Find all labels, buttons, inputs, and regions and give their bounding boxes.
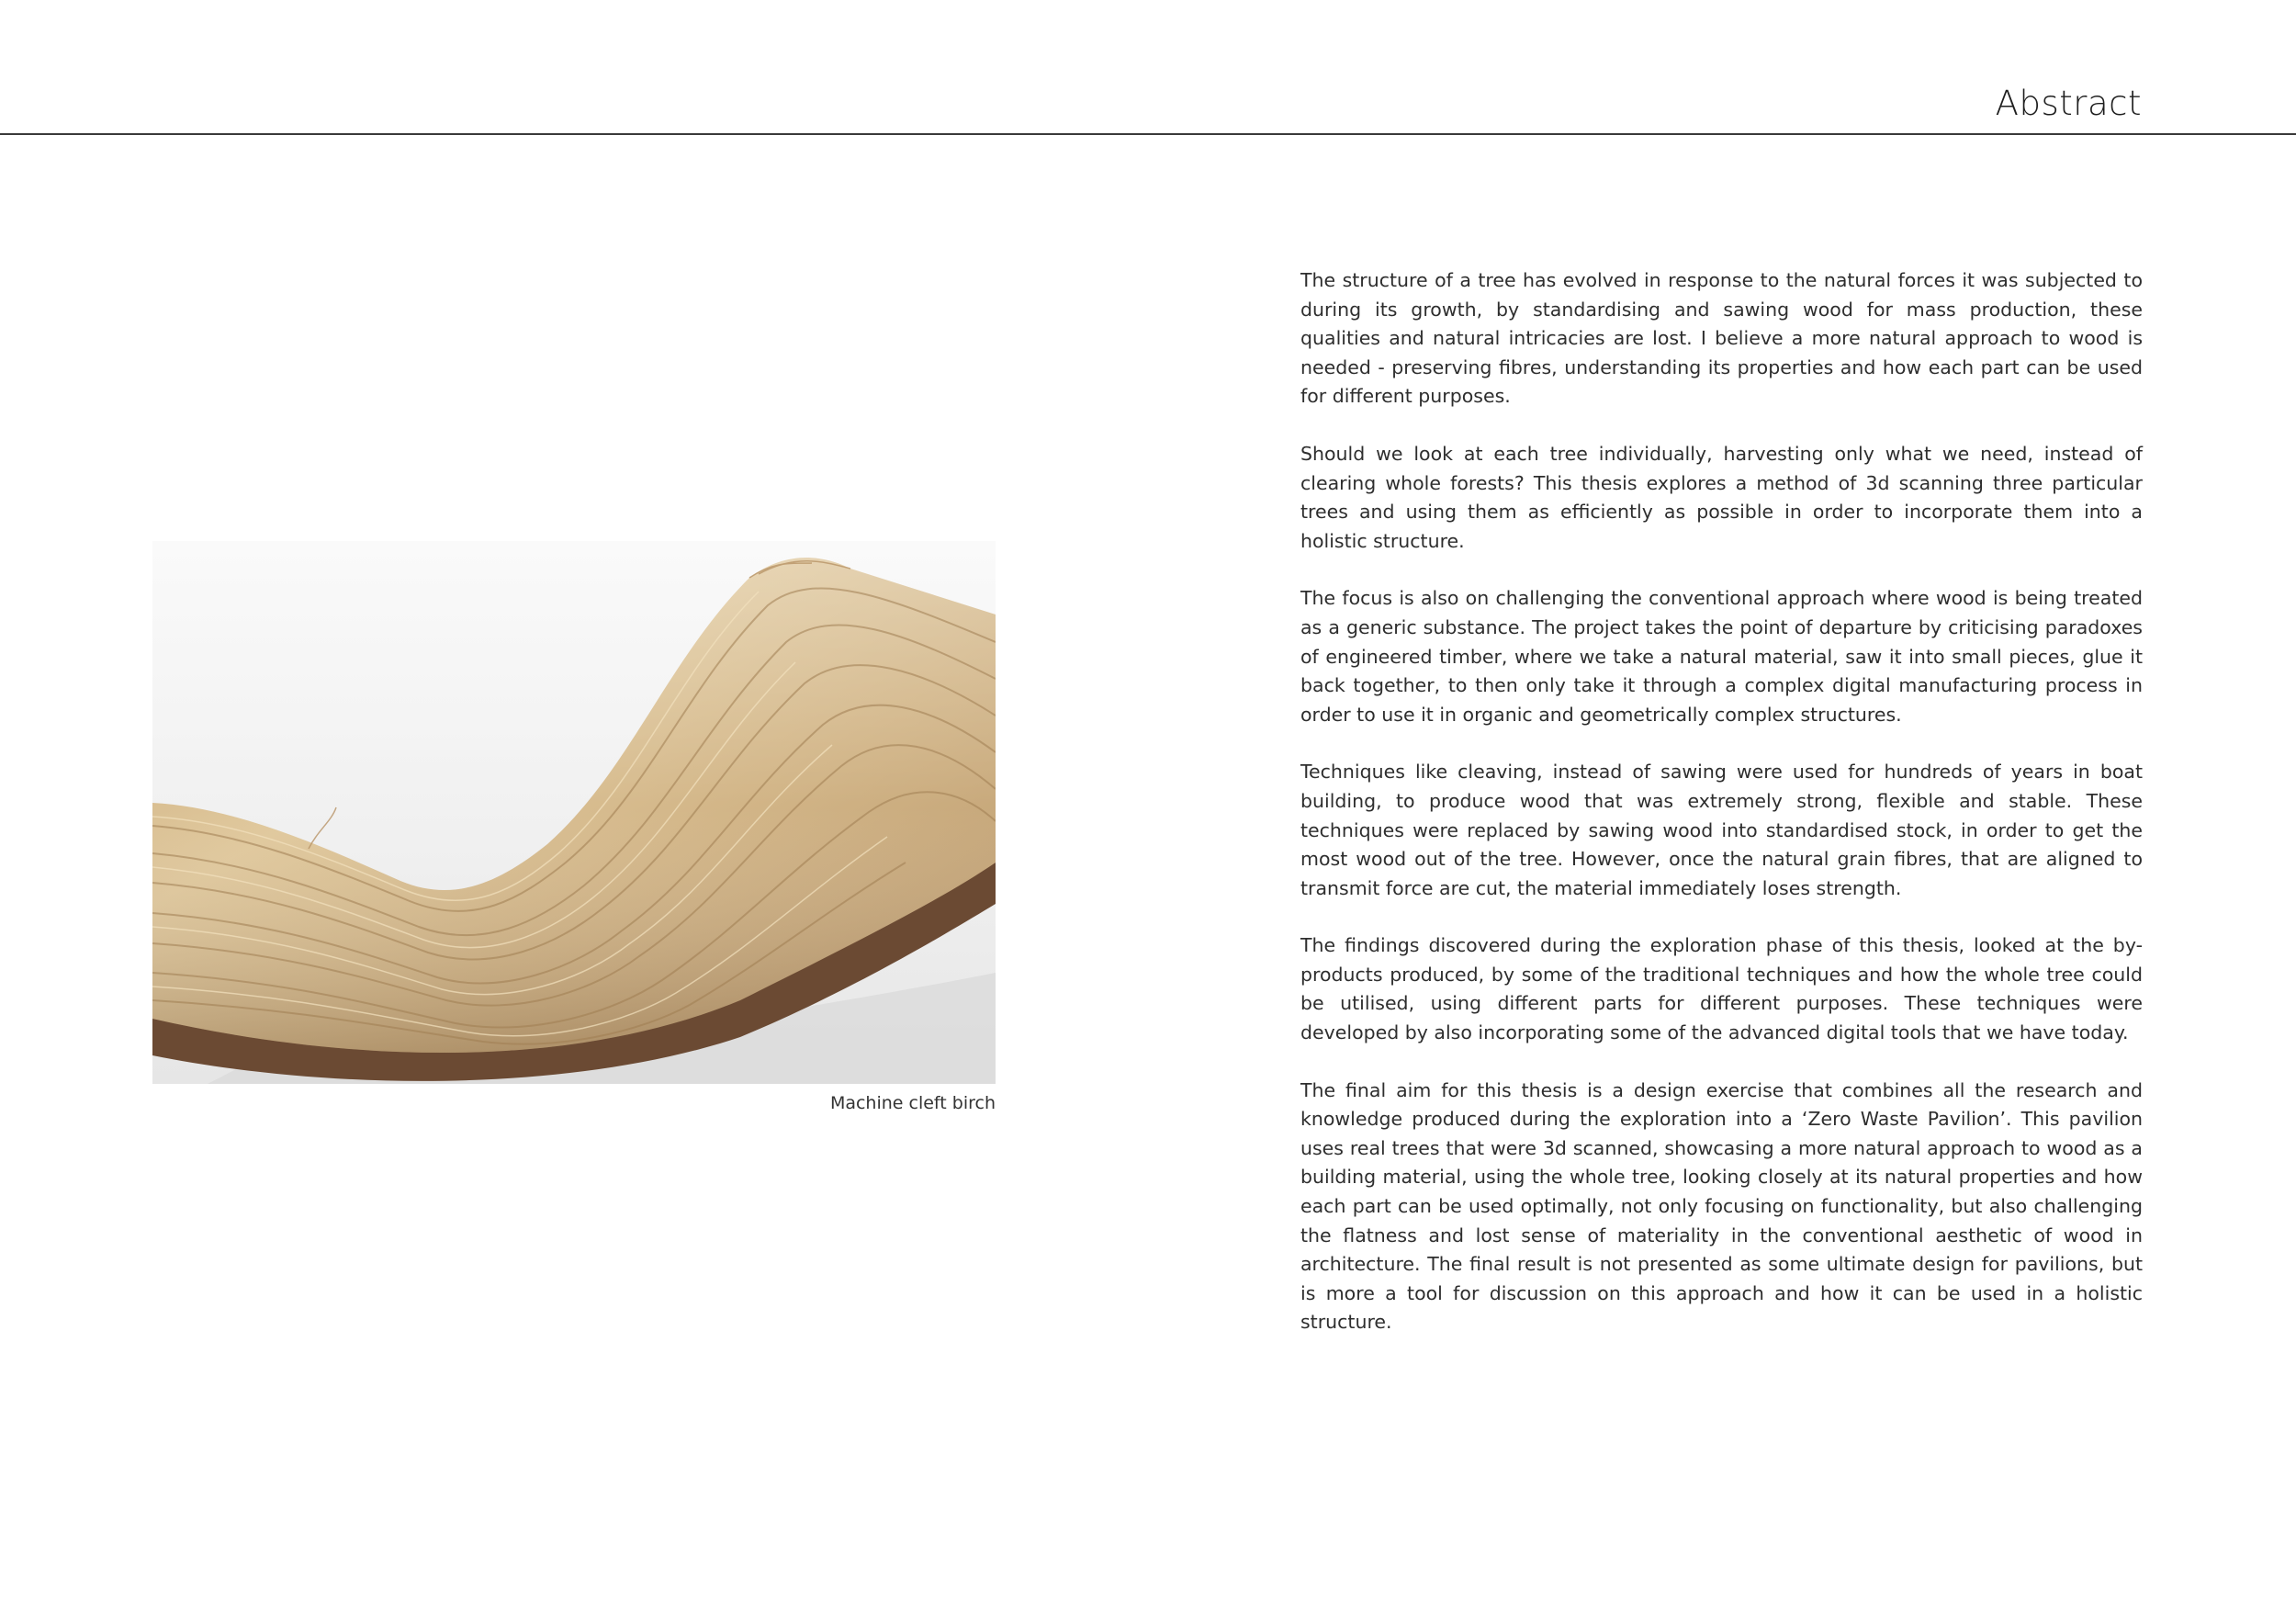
figure-caption: Machine cleft birch (829, 1093, 996, 1113)
page-title: Abstract (1995, 84, 2142, 123)
header-divider (0, 133, 2296, 135)
cleft-birch-photo (152, 541, 996, 1084)
abstract-paragraph: The structure of a tree has evolved in response to the natural forces it was subjected to during its growth, by standardising and sawing wood for mass production, these qualities and natural intricacies are lost. I believe a more natural approach to wood is needed - preserving fibres, understanding its properties and how each part can be used for different purposes. (1300, 269, 2143, 408)
abstract-body (1300, 266, 2143, 1366)
abstract-paragraph: The focus is also on challenging the conventional approach where wood is being treated as a generic substance. The project takes the point of departure by criticising paradoxes of engineered timber, where we take a natural material, saw it into small pieces, glue it back together, to then only take it through a complex digital manufacturing process in order to use it in organic and geometrically complex structures. (1300, 587, 2143, 726)
abstract-paragraph: The final aim for this thesis is a design exercise that combines all the research and knowledge produced during the exploration into a ‘Zero Waste Pavilion’. This pavilion uses real trees that were 3d scanned, showcasing a more natural approach to wood as a building material, using the whole tree, looking closely at its natural properties and how each part can be used optimally, not only focusing on functionality, but also challenging the flatness and lost sense of materiality in the conventional aesthetic of wood in architecture. The final result is not presented as some ultimate design for pavilions, but is more a tool for discussion on this approach and how it can be used in a holistic structure. (1300, 1078, 2143, 1334)
figure (152, 541, 996, 1114)
cleft-birch-wood-image (152, 541, 996, 1084)
abstract-paragraph: The findings discovered during the exploration phase of this thesis, looked at the by-products produced, by some of the traditional techniques and how the whole tree could be utilised, using different parts for different purposes. These techniques were developed by also incorporating some of the advanced digital tools that we have today. (1300, 934, 2143, 1044)
abstract-paragraph: Techniques like cleaving, instead of sawing were used for hundreds of years in boat building, to produce wood that was extremely strong, flexible and stable. These techniques were replaced by sawing wood into standardised stock, in order to get the most wood out of the tree. However, once the natural grain fibres, that are aligned to transmit force are cut, the material immediately loses strength. (1300, 761, 2143, 899)
abstract-paragraph: Should we look at each tree individually, harvesting only what we need, instead of clearing whole forests? This thesis explores a method of 3d scanning three particular trees and using them as efficiently as possible in order to incorporate them into a holistic structure. (1300, 442, 2143, 552)
